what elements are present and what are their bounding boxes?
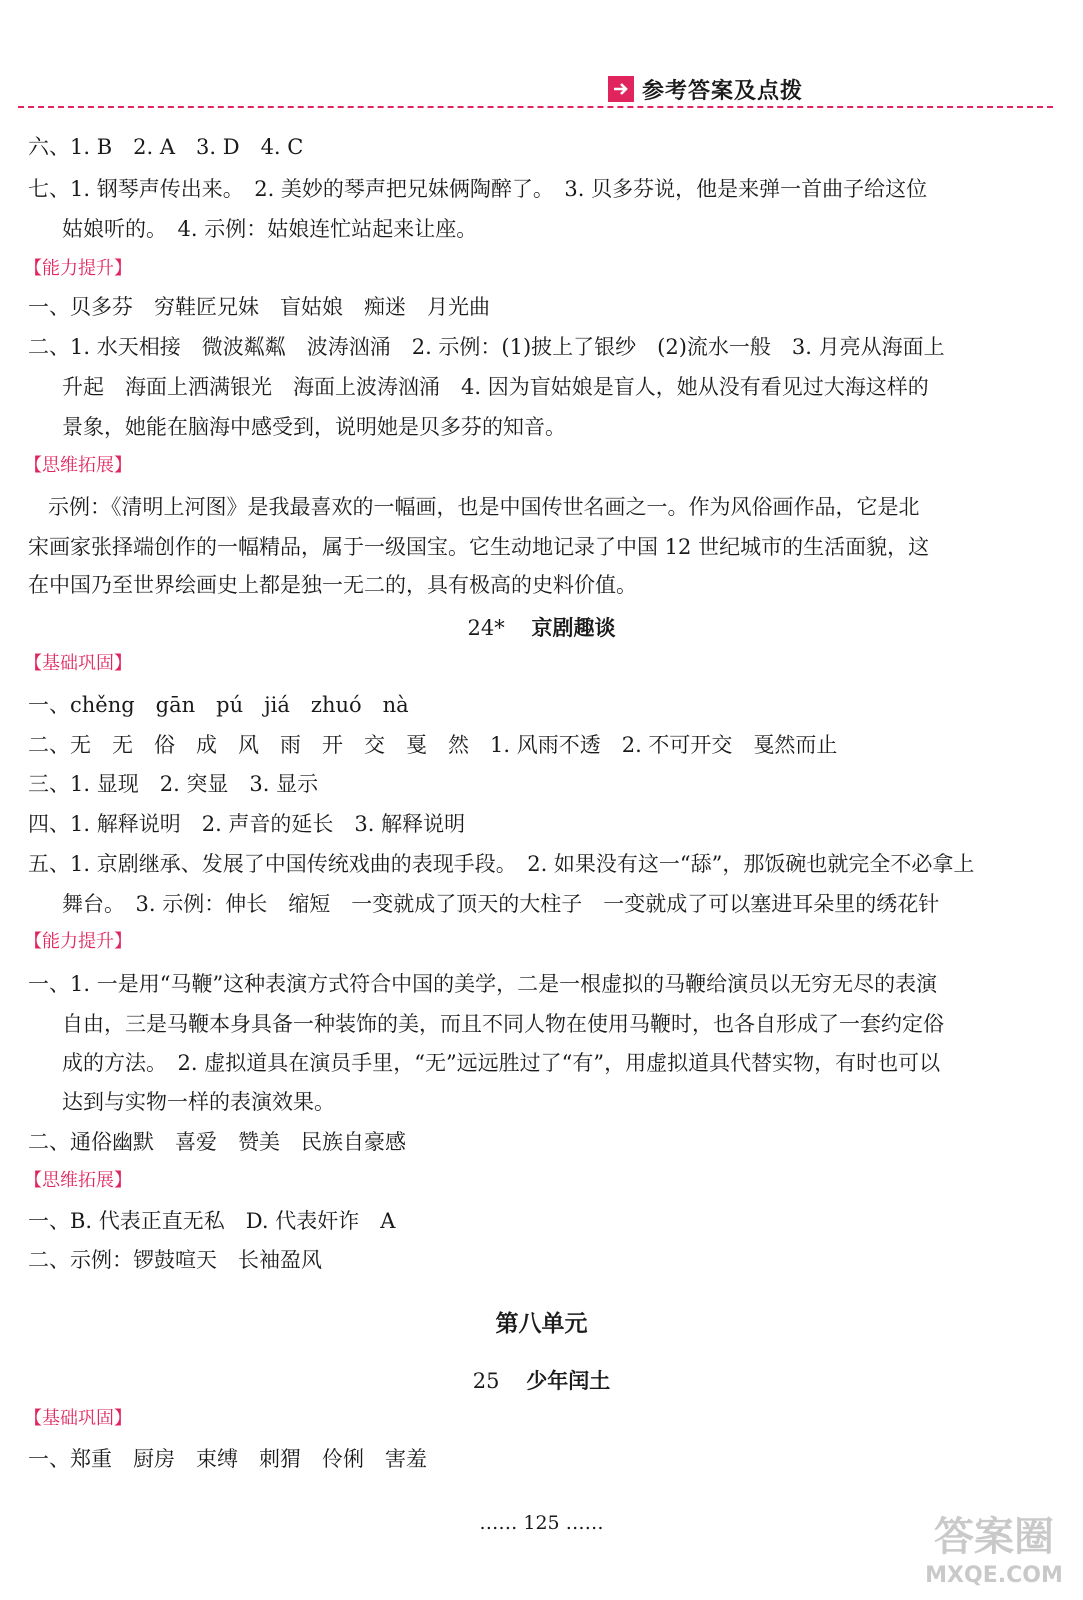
answer-line: 示例：《清明上河图》是我最喜欢的一幅画，也是中国传世名画之一。作为风俗画作品，它是北 [48,495,920,519]
answer-line: 宋画家张择端创作的一幅精品，属于一级国宝。它生动地记录了中国 12 世纪城市的生活面貌，这 [28,535,930,559]
section-tag-thinking: 【思维拓展】 [24,455,132,476]
answer-line: 舞台。 3. 示例：伸长 缩短 一变就成了顶天的大柱子 一变就成了可以塞进耳朵里的绣花针 [62,892,940,916]
answer-line: 四、1. 解释说明 2. 声音的延长 3. 解释说明 [28,812,466,836]
lesson-title: 京剧趣谈 [531,616,616,640]
arrow-right-icon [608,76,634,102]
lesson-number: 25 [472,1369,500,1393]
answer-line: 在中国乃至世界绘画史上都是独一无二的，具有极高的史料价值。 [28,573,637,597]
answer-line: 一、郑重 厨房 束缚 刺猬 伶俐 害羞 [28,1447,427,1471]
lesson-heading [0,612,1083,642]
answer-line: 三、1. 显现 2. 突显 3. 显示 [28,772,319,796]
answer-line: 升起 海面上洒满银光 海面上波涛汹涌 4. 因为盲姑娘是盲人，她从没有看见过大海这样的 [62,375,929,399]
answer-line: 达到与实物一样的表演效果。 [62,1090,335,1114]
answer-line: 二、1. 水天相接 微波粼粼 波涛汹涌 2. 示例：(1)披上了银纱 (2)流水一般 3. 月亮从海面上 [28,335,945,359]
answer-line: 六、1. B 2. A 3. D 4. C [28,135,304,159]
header-title: 参考答案及点拨 [642,78,804,104]
answer-line: 自由，三是马鞭本身具备一种装饰的美，而且不同人物在使用马鞭时，也各自形成了一套约定俗 [62,1012,944,1036]
header-divider [18,106,1053,108]
answer-line: 二、示例：锣鼓喧天 长袖盈风 [28,1248,322,1272]
section-tag-basics: 【基础巩固】 [24,653,132,674]
answer-line: 二、通俗幽默 喜爱 赞美 民族自豪感 [28,1130,406,1154]
answer-line: 五、1. 京剧继承、发展了中国传统戏曲的表现手段。 2. 如果没有这一“舔”，那饭碗也就完全不必拿上 [28,852,975,876]
lesson-title: 少年闰土 [526,1369,611,1393]
svg-text:MXQE.COM: MXQE.COM [925,1563,1063,1588]
answer-line: 一、chěng gān pú jiá zhuó nà [28,693,409,717]
section-tag-ability: 【能力提升】 [24,258,132,279]
header [608,72,803,106]
lesson-number: 24* [467,616,505,640]
answer-line: 成的方法。 2. 虚拟道具在演员手里，“无”远远胜过了“有”，用虚拟道具代替实物，有时也可以 [62,1051,941,1075]
section-tag-basics: 【基础巩固】 [24,1408,132,1429]
section-tag-ability: 【能力提升】 [24,931,132,952]
section-tag-thinking: 【思维拓展】 [24,1170,132,1191]
answer-line: 一、1. 一是用“马鞭”这种表演方式符合中国的美学，二是一根虚拟的马鞭给演员以无穷无尽的表演 [28,972,938,996]
lesson-heading [0,1365,1083,1395]
answer-line: 姑娘听的。 4. 示例：姑娘连忙站起来让座。 [62,217,478,241]
svg-text:答案圈: 答案圈 [934,1514,1054,1560]
watermark-logo [919,1502,1069,1592]
answer-line: 景象，她能在脑海中感受到，说明她是贝多芬的知音。 [62,415,566,439]
page-number: …… 125 …… [479,1512,604,1534]
unit-heading: 第八单元 [495,1311,588,1337]
answer-line: 一、贝多芬 穷鞋匠兄妹 盲姑娘 痴迷 月光曲 [28,295,490,319]
answer-line: 七、1. 钢琴声传出来。 2. 美妙的琴声把兄妹俩陶醉了。 3. 贝多芬说，他是来弹一首曲子给这位 [28,177,928,201]
answer-line: 一、B. 代表正直无私 D. 代表奸诈 A [28,1209,396,1233]
answer-line: 二、无 无 俗 成 风 雨 开 交 戛 然 1. 风雨不透 2. 不可开交 戛然而止 [28,733,838,757]
